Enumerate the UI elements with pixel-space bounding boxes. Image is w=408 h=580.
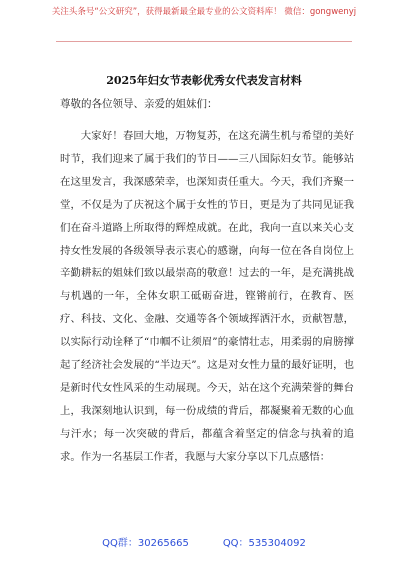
footer-qq: QQ：535304092 [222,538,306,549]
header-promo-text: 关注头条号“公文研究”，获得最新最全最专业的公文资料库！ 微信：gongwenyj [51,7,357,17]
document-title: 2025年妇女节表彰优秀女代表发言材料 [106,74,302,87]
footer-qq-group: QQ群：30265665 [102,538,189,549]
footer-contact [0,534,408,549]
document-body [60,125,354,469]
header-divider [56,41,352,42]
salutation: 尊敬的各位领导、亲爱的姐妹们： [60,98,218,110]
body-paragraph: 大家好！春回大地，万物复苏，在这充满生机与希望的美好时节，我们迎来了属于我们的节日——三八国际妇女节。能够站在这里发言，我深感荣幸，也深知责任重大。今天，我们齐聚一堂，不仅是为了庆祝这个属于女性的节日，更是为了共同见证我们在奋斗道路上所取得的辉煌成就。在此，我向一直以来关心支持女性发展的各级领导表示衷心的感谢，向每一位在各自岗位上辛勤耕耘的姐妹们致以最崇高的敬意！过去的一年，是充满挑战与机遇的一年，全体女职工砥砺奋进，铿锵前行，在教育、医疗、科技、文化、金融、交通等各个领域挥洒汗水，贡献智慧，以实际行动诠释了“巾帼不让须眉”的豪情壮志，用柔弱的肩膀撑起了经济社会发展的“半边天”。这是对女性力量的最好证明，也是新时代女性风采的生动展现。今天，站在这个充满荣誉的舞台上，我深刻地认识到，每一份成绩的背后，都凝聚着无数的心血与汗水；每一次突破的背后，都蕴含着坚定的信念与执着的追求。作为一名基层工作者，我愿与大家分享以下几点感悟： [60,130,354,463]
